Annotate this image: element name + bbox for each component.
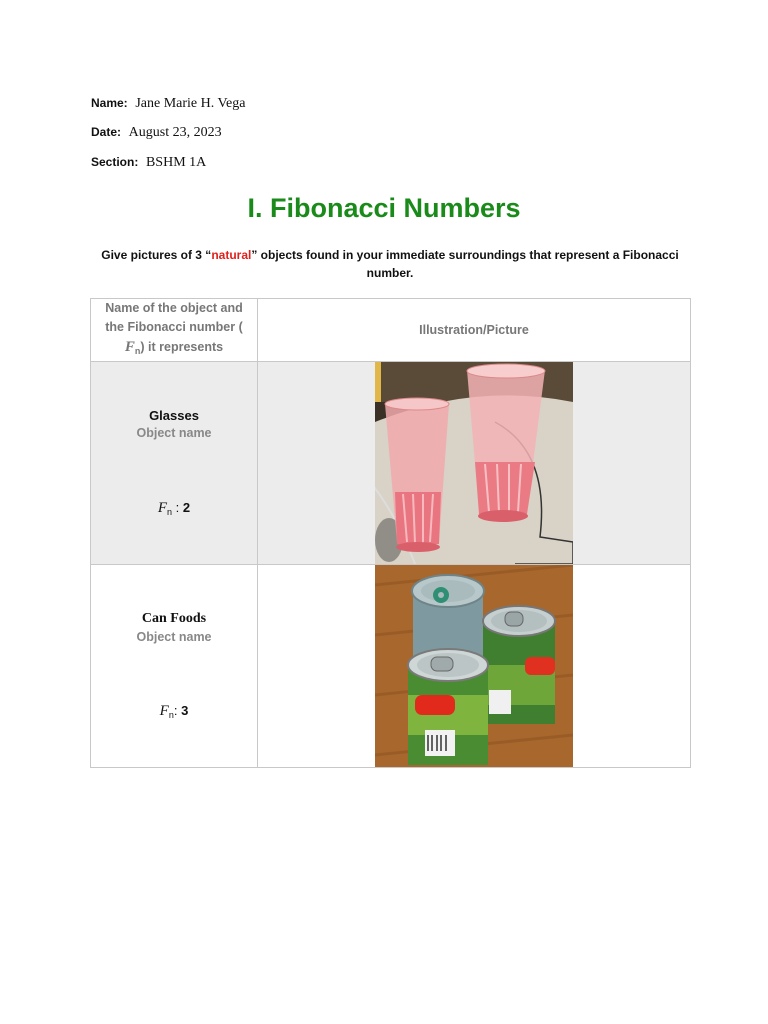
object-subtitle: Object name: [136, 630, 212, 644]
fn-number: 3: [181, 703, 189, 718]
object-subtitle: Object name: [136, 426, 212, 440]
instruction-highlight: natural: [211, 248, 252, 262]
fn-separator: :: [173, 703, 182, 718]
section-label: Section:: [91, 155, 139, 169]
table-header-row: [91, 299, 691, 362]
instruction-text: [90, 246, 690, 282]
name-line: [91, 95, 245, 112]
fn-value-line: [91, 500, 257, 517]
instruction-after: ” objects found in your immediate surroundings that represent a Fibonacci number.: [251, 248, 679, 280]
picture-cell-glasses: [258, 362, 691, 565]
header-col1-text-a: Name of the object and the Fibonacci number (: [105, 301, 243, 334]
date-value: August 23, 2023: [128, 125, 222, 140]
date-line: [91, 124, 222, 141]
fn-subscript: n: [167, 507, 173, 517]
object-cell-glasses: [91, 362, 258, 565]
date-label: Date:: [91, 125, 122, 139]
fn-symbol: F: [157, 500, 168, 516]
object-name: Glasses: [149, 408, 199, 423]
fn-value-line: [91, 703, 257, 720]
fn-number: 2: [182, 500, 191, 515]
fn-subscript: n: [168, 710, 174, 720]
section-value: BSHM 1A: [145, 155, 207, 170]
table-row: [91, 565, 691, 768]
header-n-subscript: n: [134, 346, 141, 356]
table-row: [91, 362, 691, 565]
fibonacci-table: [90, 298, 691, 768]
instruction-before: Give pictures of 3 “: [101, 248, 212, 262]
section-line: [91, 154, 206, 171]
page-title: I. Fibonacci Numbers: [247, 193, 521, 223]
picture-cell-can-foods: [258, 565, 691, 768]
header-f-symbol: F: [124, 339, 135, 355]
header-col1-text-b: ) it represents: [140, 340, 224, 354]
glasses-photo: [375, 362, 573, 564]
header-picture-cell: Illustration/Picture: [258, 299, 691, 362]
cans-photo: [375, 565, 573, 767]
fn-symbol: F: [159, 703, 169, 719]
fn-separator: :: [172, 500, 183, 515]
object-cell-can-foods: [91, 565, 258, 768]
name-value: Jane Marie H. Vega: [135, 96, 246, 111]
object-name: Can Foods: [141, 611, 207, 626]
name-label: Name:: [91, 96, 128, 110]
header-object-cell: [91, 299, 258, 362]
